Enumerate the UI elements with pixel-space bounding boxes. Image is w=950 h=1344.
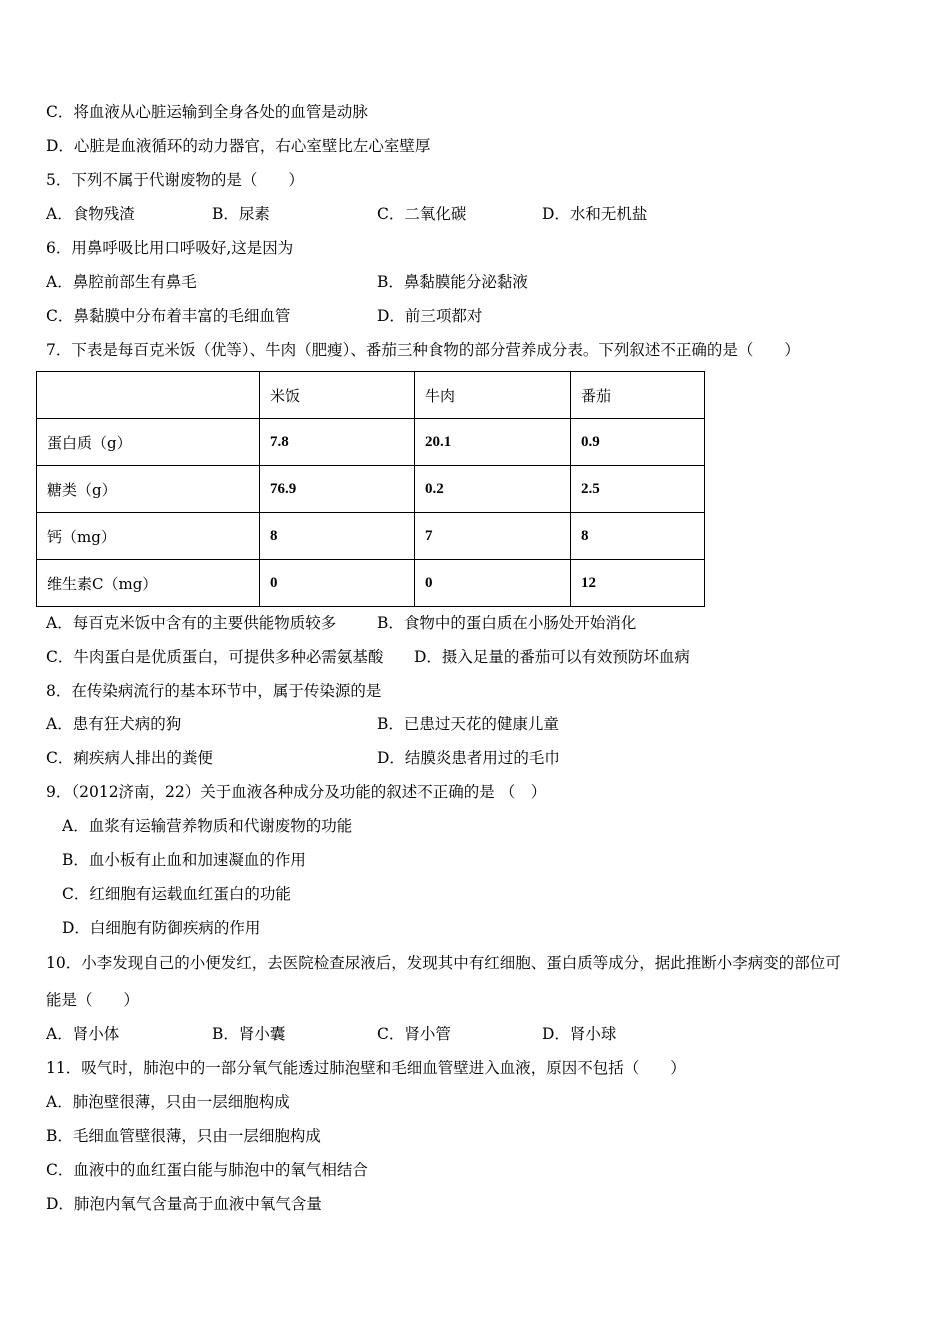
question-7: 7．下表是每百克米饭（优等）、牛肉（肥瘦）、番茄三种食物的部分营养成分表。下列叙述不正确的是（ ）: [46, 341, 800, 359]
question-6: 6．用鼻呼吸比用口呼吸好,这是因为: [46, 239, 294, 257]
table-cell: 2.5: [571, 466, 705, 513]
question-8: 8．在传染病流行的基本环节中，属于传染源的是: [46, 682, 382, 700]
q10-option-d: D．肾小球: [542, 1025, 617, 1043]
q6-option-a: A．鼻腔前部生有鼻毛: [46, 273, 197, 291]
q9-option-c: C．红细胞有运载血红蛋白的功能: [62, 885, 291, 903]
row-label: 维生素C（mg）: [37, 560, 260, 607]
table-header-cell: 牛肉: [415, 372, 571, 419]
q6-option-b: B．鼻黏膜能分泌黏液: [377, 273, 528, 291]
table-cell: 0: [260, 560, 415, 607]
q9-option-b: B．血小板有止血和加速凝血的作用: [62, 851, 306, 869]
table-cell: 20.1: [415, 419, 571, 466]
table-cell: 7: [415, 513, 571, 560]
table-header-cell: 番茄: [571, 372, 705, 419]
q8-option-c: C．痢疾病人排出的粪便: [46, 749, 213, 767]
row-label: 蛋白质（g）: [37, 419, 260, 466]
q7-option-d: D．摄入足量的番茄可以有效预防坏血病: [414, 648, 690, 666]
row-label: 钙（mg）: [37, 513, 260, 560]
table-cell: 8: [260, 513, 415, 560]
table-cell: 7.8: [260, 419, 415, 466]
table-cell: 0.9: [571, 419, 705, 466]
q10-option-b: B．肾小囊: [212, 1025, 286, 1043]
question-5: 5．下列不属于代谢废物的是（ ）: [46, 171, 304, 189]
q11-option-b: B．毛细血管壁很薄，只由一层细胞构成: [46, 1127, 321, 1145]
question-11: 11．吸气时，肺泡中的一部分氧气能透过肺泡壁和毛细血管壁进入血液，原因不包括（ ）: [46, 1059, 686, 1077]
q9-option-a: A．血浆有运输营养物质和代谢废物的功能: [62, 817, 353, 835]
q8-option-b: B．已患过天花的健康儿童: [377, 715, 559, 733]
table-row: [37, 419, 705, 466]
q9-option-d: D．白细胞有防御疾病的作用: [62, 919, 261, 937]
table-header-cell: 米饭: [260, 372, 415, 419]
q11-option-c: C．血液中的血红蛋白能与肺泡中的氧气相结合: [46, 1161, 368, 1179]
q10-option-a: A．肾小体: [46, 1025, 120, 1043]
table-cell: 76.9: [260, 466, 415, 513]
table-cell: 12: [571, 560, 705, 607]
q8-option-d: D．结膜炎患者用过的毛巾: [377, 749, 560, 767]
q5-option-d: D．水和无机盐: [542, 205, 648, 223]
q7-option-b: B．食物中的蛋白质在小肠处开始消化: [377, 614, 637, 632]
q7-option-c: C．牛肉蛋白是优质蛋白，可提供多种必需氨基酸: [46, 648, 384, 666]
option-d-prev: D．心脏是血液循环的动力器官，右心室壁比左心室壁厚: [46, 137, 431, 155]
option-c-prev: C．将血液从心脏运输到全身各处的血管是动脉: [46, 103, 368, 121]
table-header-cell: [37, 372, 260, 419]
q5-option-c: C．二氧化碳: [377, 205, 467, 223]
q5-option-a: A．食物残渣: [46, 205, 135, 223]
table-header-row: [37, 372, 705, 419]
question-10-cont: 能是（ ）: [46, 991, 140, 1009]
nutrition-table: [36, 371, 705, 607]
row-label: 糖类（g）: [37, 466, 260, 513]
table-cell: 0: [415, 560, 571, 607]
question-10: 10．小李发现自己的小便发红，去医院检查尿液后，发现其中有红细胞、蛋白质等成分，据此推断小李病变的部位可: [46, 954, 841, 972]
table-row: [37, 513, 705, 560]
table-row: [37, 466, 705, 513]
q10-option-c: C．肾小管: [377, 1025, 451, 1043]
q6-option-c: C．鼻黏膜中分布着丰富的毛细血管: [46, 307, 291, 325]
q5-option-b: B．尿素: [212, 205, 270, 223]
q6-option-d: D．前三项都对: [377, 307, 483, 325]
question-9: 9．（2012济南，22）关于血液各种成分及功能的叙述不正确的是 （ ）: [46, 783, 547, 801]
table-row: [37, 560, 705, 607]
table-cell: 0.2: [415, 466, 571, 513]
q11-option-d: D．肺泡内氧气含量高于血液中氧气含量: [46, 1195, 322, 1213]
q11-option-a: A．肺泡壁很薄，只由一层细胞构成: [46, 1093, 290, 1111]
q8-option-a: A．患有狂犬病的狗: [46, 715, 182, 733]
table-cell: 8: [571, 513, 705, 560]
q7-option-a: A．每百克米饭中含有的主要供能物质较多: [46, 614, 337, 632]
